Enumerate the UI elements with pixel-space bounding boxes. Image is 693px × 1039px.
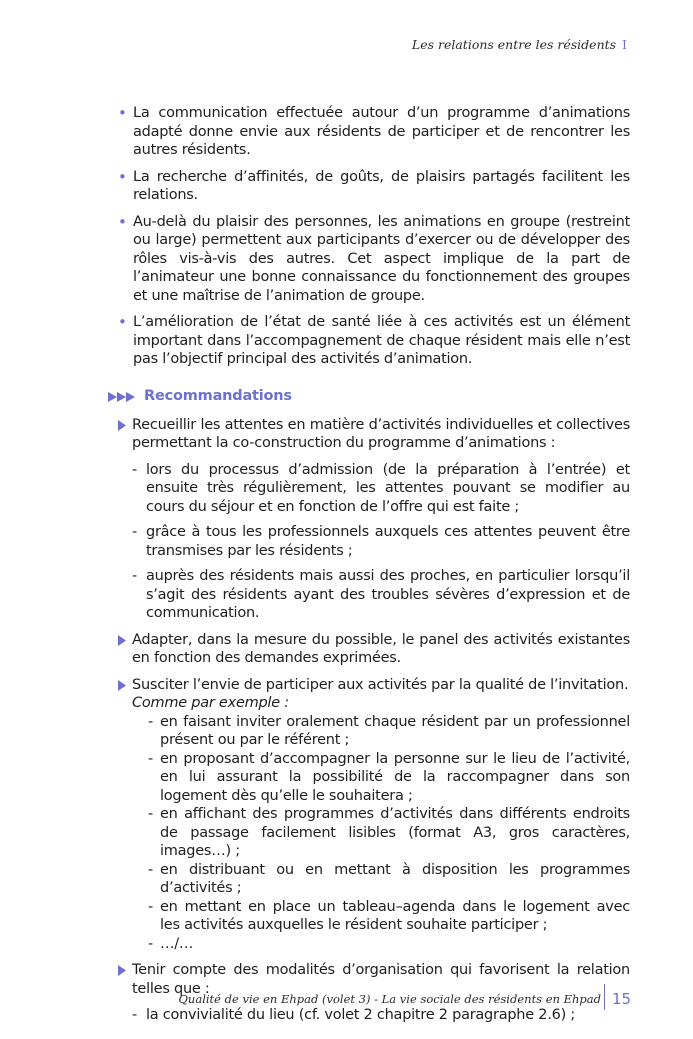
running-head-bar: I bbox=[622, 37, 627, 52]
dash-glyph: - bbox=[148, 713, 153, 730]
bullet-dot-icon: • bbox=[118, 104, 127, 122]
example-list bbox=[148, 713, 630, 954]
bullet-dot-icon: • bbox=[118, 313, 127, 331]
dash-glyph: - bbox=[132, 524, 137, 540]
page-number: 15 bbox=[612, 990, 632, 1008]
bullet-dot-icon: • bbox=[118, 212, 127, 231]
recommendations-title: Recommandations bbox=[144, 388, 292, 405]
running-head bbox=[412, 37, 627, 52]
example-text: en proposant d’accompagner la personne sur le lieu de l’activité, en lui assurant la possibilité de la raccompagner dans son logement dès qu’elle le souhaitera ; bbox=[160, 750, 630, 804]
triple-arrow-icon bbox=[108, 391, 138, 403]
dash-glyph: - bbox=[132, 568, 137, 584]
recommendation-item bbox=[118, 631, 630, 668]
dash-glyph: - bbox=[132, 1007, 137, 1023]
bullet-list bbox=[118, 104, 630, 369]
bullet-text: La communication effectuée autour d’un programme d’animations adapté donne envie aux résidents de participer et de rencontrer les autres résidents. bbox=[133, 105, 630, 158]
main-content bbox=[118, 104, 630, 1033]
dash-text: la convivialité du lieu (cf. volet 2 chapitre 2 paragraphe 2.6) ; bbox=[146, 1007, 575, 1023]
example-text: …/… bbox=[160, 935, 194, 952]
dash-text: lors du processus d’admission (de la préparation à l’entrée) et ensuite très régulièrement, les attentes pouvant se modifier au cours du séjour et en fonction de l’offre qui est faite ; bbox=[146, 461, 630, 515]
bullet-dot-icon: • bbox=[118, 167, 127, 186]
example-item bbox=[148, 861, 630, 898]
example-item bbox=[148, 713, 630, 750]
dash-list bbox=[132, 1006, 630, 1025]
dash-glyph: - bbox=[148, 750, 153, 767]
triangle-bullet-icon bbox=[118, 680, 126, 691]
recommendation-item bbox=[118, 416, 630, 623]
example-label: Comme par exemple : bbox=[132, 695, 289, 711]
recommendation-text: Tenir compte des modalités d’organisation qui favorisent la relation telles que : bbox=[132, 962, 630, 997]
example-text: en affichant des programmes d’activités dans différents endroits de passage facilement lisibles (format A3, gros caractères, images…) ; bbox=[160, 806, 630, 859]
bullet-text: La recherche d’affinités, de goûts, de plaisirs partagés facilitent les relations. bbox=[133, 168, 630, 203]
example-text: en mettant en place un tableau–agenda dans le logement avec les activités auxquelles le résident souhaite participer ; bbox=[160, 898, 630, 933]
dash-item bbox=[132, 523, 630, 560]
triangle-bullet-icon bbox=[118, 420, 126, 431]
example-text: en faisant inviter oralement chaque résident par un professionnel présent ou par le référent ; bbox=[160, 713, 630, 748]
dash-item bbox=[132, 461, 630, 517]
example-item bbox=[148, 750, 630, 806]
footer-divider bbox=[604, 984, 605, 1010]
recommendation-text: Adapter, dans la mesure du possible, le panel des activités existantes en fonction des demandes exprimées. bbox=[132, 631, 630, 666]
bullet-text: L’amélioration de l’état de santé liée à ces activités est un élément important dans l’accompagnement de chaque résident mais elle n’est pas l’objectif principal des activités d’animation. bbox=[133, 314, 630, 367]
bullet-item bbox=[118, 213, 630, 306]
footer-text: Qualité de vie en Ehpad (volet 3) - La vie sociale des résidents en Ehpad bbox=[178, 992, 601, 1006]
dash-item bbox=[132, 1006, 630, 1025]
bullet-item bbox=[118, 313, 630, 369]
dash-glyph: - bbox=[148, 806, 153, 822]
example-item bbox=[148, 805, 630, 861]
recommendation-item bbox=[118, 676, 630, 954]
bullet-text: Au-delà du plaisir des personnes, les animations en groupe (restreint ou large) permettent aux participants d’exercer ou de développer des rôles vis-à-vis des autres. Cet aspect implique de la part de l’animateur une bonne connaissance du fonctionnement des groupes et une maîtrise de l’animation de groupe. bbox=[133, 213, 630, 304]
bullet-item bbox=[118, 104, 630, 160]
recommendation-text: Recueillir les attentes en matière d’activités individuelles et collectives permettant la co-construction du programme d’animations : bbox=[132, 416, 630, 451]
dash-glyph: - bbox=[148, 898, 153, 915]
recommendations-heading bbox=[108, 386, 630, 408]
dash-list bbox=[132, 461, 630, 623]
running-head-title: Les relations entre les résidents bbox=[411, 37, 617, 52]
example-item bbox=[148, 935, 630, 954]
triangle-bullet-icon bbox=[118, 635, 126, 646]
example-text: en distribuant ou en mettant à disposition les programmes d’activités ; bbox=[160, 861, 630, 896]
dash-text: grâce à tous les professionnels auxquels ces attentes peuvent être transmises par les résidents ; bbox=[146, 524, 630, 559]
example-item bbox=[148, 898, 630, 935]
dash-glyph: - bbox=[132, 461, 137, 478]
dash-text: auprès des résidents mais aussi des proches, en particulier lorsqu’il s’agit des résidents ayant des troubles sévères d’expression et de communication. bbox=[146, 568, 630, 621]
dash-glyph: - bbox=[148, 861, 153, 878]
bullet-item bbox=[118, 168, 630, 205]
dash-item bbox=[132, 567, 630, 623]
recommendation-text: Susciter l’envie de participer aux activités par la qualité de l’invitation. bbox=[132, 676, 629, 693]
dash-glyph: - bbox=[148, 935, 153, 952]
triangle-bullet-icon bbox=[118, 965, 126, 976]
